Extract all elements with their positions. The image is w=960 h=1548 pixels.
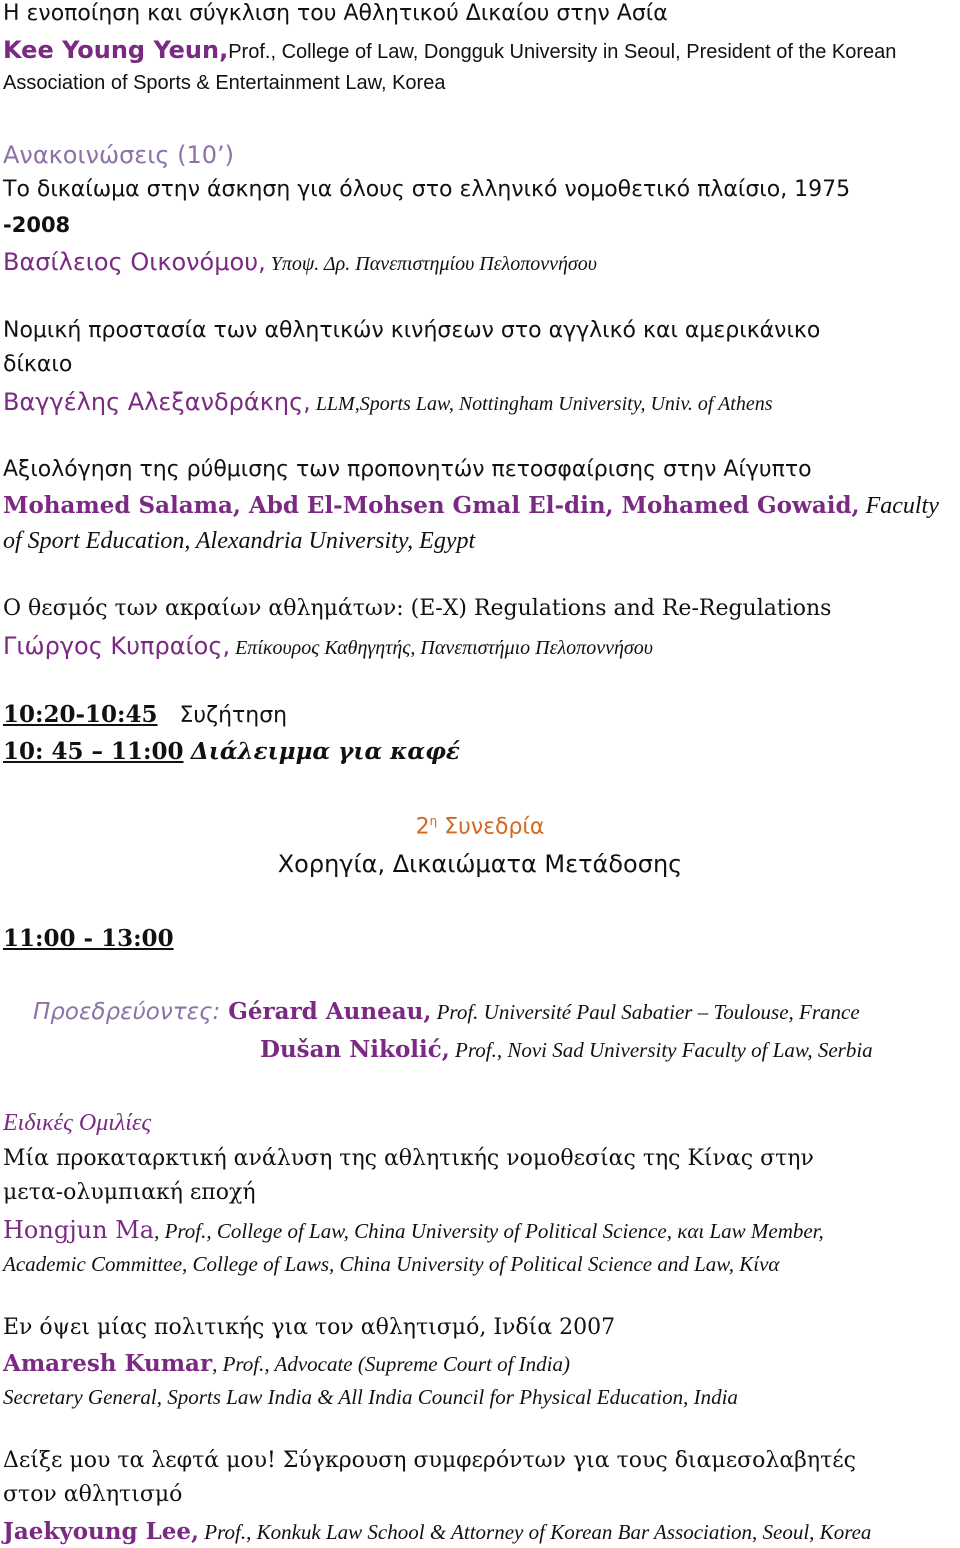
speaker-line-3	[3, 492, 939, 520]
talk-title-3: Αξιολόγηση της ρύθμισης των προπονητών πετοσφαίρισης στην Αίγυπτο	[3, 457, 812, 482]
chairs-line-2	[260, 1036, 873, 1063]
special-speaker-name-3: Jaekyoung Lee,	[3, 1518, 200, 1545]
speaker-affiliation: Prof.	[228, 41, 271, 63]
special-speaker-line-2	[3, 1350, 570, 1377]
talk-title-1: Το δικαίωμα στην άσκηση για όλους στο ελληνικό νομοθετικό πλαίσιο, 1975	[3, 177, 851, 202]
speaker-line	[3, 36, 896, 64]
discussion-line	[3, 701, 287, 728]
talk-title-2: Νομική προστασία των αθλητικών κινήσεων στο αγγλικό και αμερικάνικο	[3, 318, 821, 343]
speaker-name-2: Βαγγέλης Αλεξανδράκης,	[3, 388, 311, 416]
speaker-line-1	[3, 248, 597, 276]
special-talks-heading: Ειδικές Ομιλίες	[3, 1110, 152, 1136]
session-2-subtitle: Χορηγία, Δικαιώματα Μετάδοσης	[277, 850, 683, 878]
special-affiliation-2-cont: Secretary General, Sports Law India & All India Council for Physical Education, India	[3, 1385, 738, 1409]
speaker-line-4	[3, 632, 653, 660]
special-speaker-line-1	[3, 1216, 824, 1244]
special-affiliation-1-cont: Academic Committee, College of Laws, China University of Political Science and Law, Κίνα	[3, 1252, 780, 1276]
special-title-2: Εν όψει μίας πολιτικής για τον αθλητισμό, Ινδία 2007	[3, 1315, 616, 1340]
special-affiliation-3: Prof., Konkuk Law School & Attorney of Korean Bar Association, Seoul, Korea	[199, 1520, 872, 1544]
special-affiliation-1: , Prof., College of Law, China University of Political Science, και Law Member,	[154, 1219, 824, 1243]
announcements-heading: Ανακοινώσεις (10’)	[3, 141, 235, 169]
session-2-word: Συνεδρία	[437, 814, 545, 840]
session-2-heading	[0, 814, 960, 839]
chairs-line-1	[33, 998, 860, 1025]
discussion-time: 10:20-10:45	[3, 701, 158, 728]
chair-2-affiliation: Prof., Novi Sad University Faculty of Law, Serbia	[449, 1038, 873, 1062]
special-title-1: Μία προκαταρκτική ανάλυση της αθλητικής νομοθεσίας της Κίνας στην	[3, 1146, 814, 1171]
session-2-number: 2	[415, 814, 430, 840]
coffee-break-time: 10: 45 – 11:00	[3, 738, 184, 765]
coffee-break-line	[3, 738, 460, 765]
speaker-affiliation-3: Faculty	[859, 493, 939, 519]
speaker-affiliation-line2: Association of Sports & Entertainment Law, Korea	[3, 72, 446, 94]
special-speaker-name-2: Amaresh Kumar	[3, 1350, 213, 1377]
chairs-label: Προεδρεύοντες:	[33, 999, 221, 1025]
talk-title-2-cont: δίκαιο	[3, 352, 73, 377]
speaker-name-3: Mohamed Salama, Abd El-Mohsen Gmal El-din, Mohamed Gowaid,	[3, 492, 860, 519]
speaker-affiliation-3-cont: of Sport Education, Alexandria University, Egypt	[3, 528, 476, 554]
chair-1-name: Gérard Auneau,	[220, 998, 432, 1025]
special-speaker-name-1: Hongjun Ma	[3, 1216, 155, 1244]
special-speaker-line-3	[3, 1518, 871, 1545]
coffee-break-label: Διάλειμμα για καφέ	[190, 738, 460, 765]
special-title-3: Δείξε μου τα λεφτά μου! Σύγκρουση συμφερόντων για τους διαμεσολαβητές	[3, 1448, 856, 1473]
talk-title-4: Ο θεσμός των ακραίων αθλημάτων: (Ε-Χ) Regulations and Re-Regulations	[3, 596, 832, 621]
special-title-3-cont: στον αθλητισμό	[3, 1482, 183, 1507]
speaker-line-2	[3, 388, 773, 416]
speaker-affiliation-cont: , College of Law, Dongguk University in Seoul, President of the Korean	[270, 41, 897, 63]
speaker-affiliation-4: Επίκουρος Καθηγητής, Πανεπιστήμιο Πελοποννήσου	[230, 637, 653, 659]
speaker-affiliation-2: LLM,Sports Law, Nottingham University, Univ. of Athens	[310, 393, 773, 415]
speaker-name-1: Βασίλειος Οικονόμου,	[3, 248, 266, 276]
talk-title-1-cont: -2008	[3, 213, 71, 237]
session-2-time: 11:00 - 13:00	[3, 925, 174, 952]
chair-2-name: Dušan Nikolić,	[260, 1036, 450, 1063]
speaker-name: Kee Young Yeun,	[3, 36, 229, 64]
special-affiliation-2: , Prof., Advocate (Supreme Court of India)	[212, 1352, 570, 1376]
special-title-1-cont: μετα-ολυμπιακή εποχή	[3, 1180, 256, 1205]
discussion-label: Συζήτηση	[179, 703, 288, 728]
speaker-name-4: Γιώργος Κυπραίος,	[3, 632, 231, 660]
session-2-superscript: η	[429, 814, 438, 828]
talk-title-asia: Η ενοποίηση και σύγκλιση του Αθλητικού Δικαίου στην Ασία	[3, 1, 668, 26]
speaker-affiliation-1: Υποψ. Δρ. Πανεπιστημίου Πελοποννήσου	[265, 253, 597, 275]
chair-1-affiliation: Prof. Université Paul Sabatier – Toulouse, France	[431, 1000, 860, 1024]
